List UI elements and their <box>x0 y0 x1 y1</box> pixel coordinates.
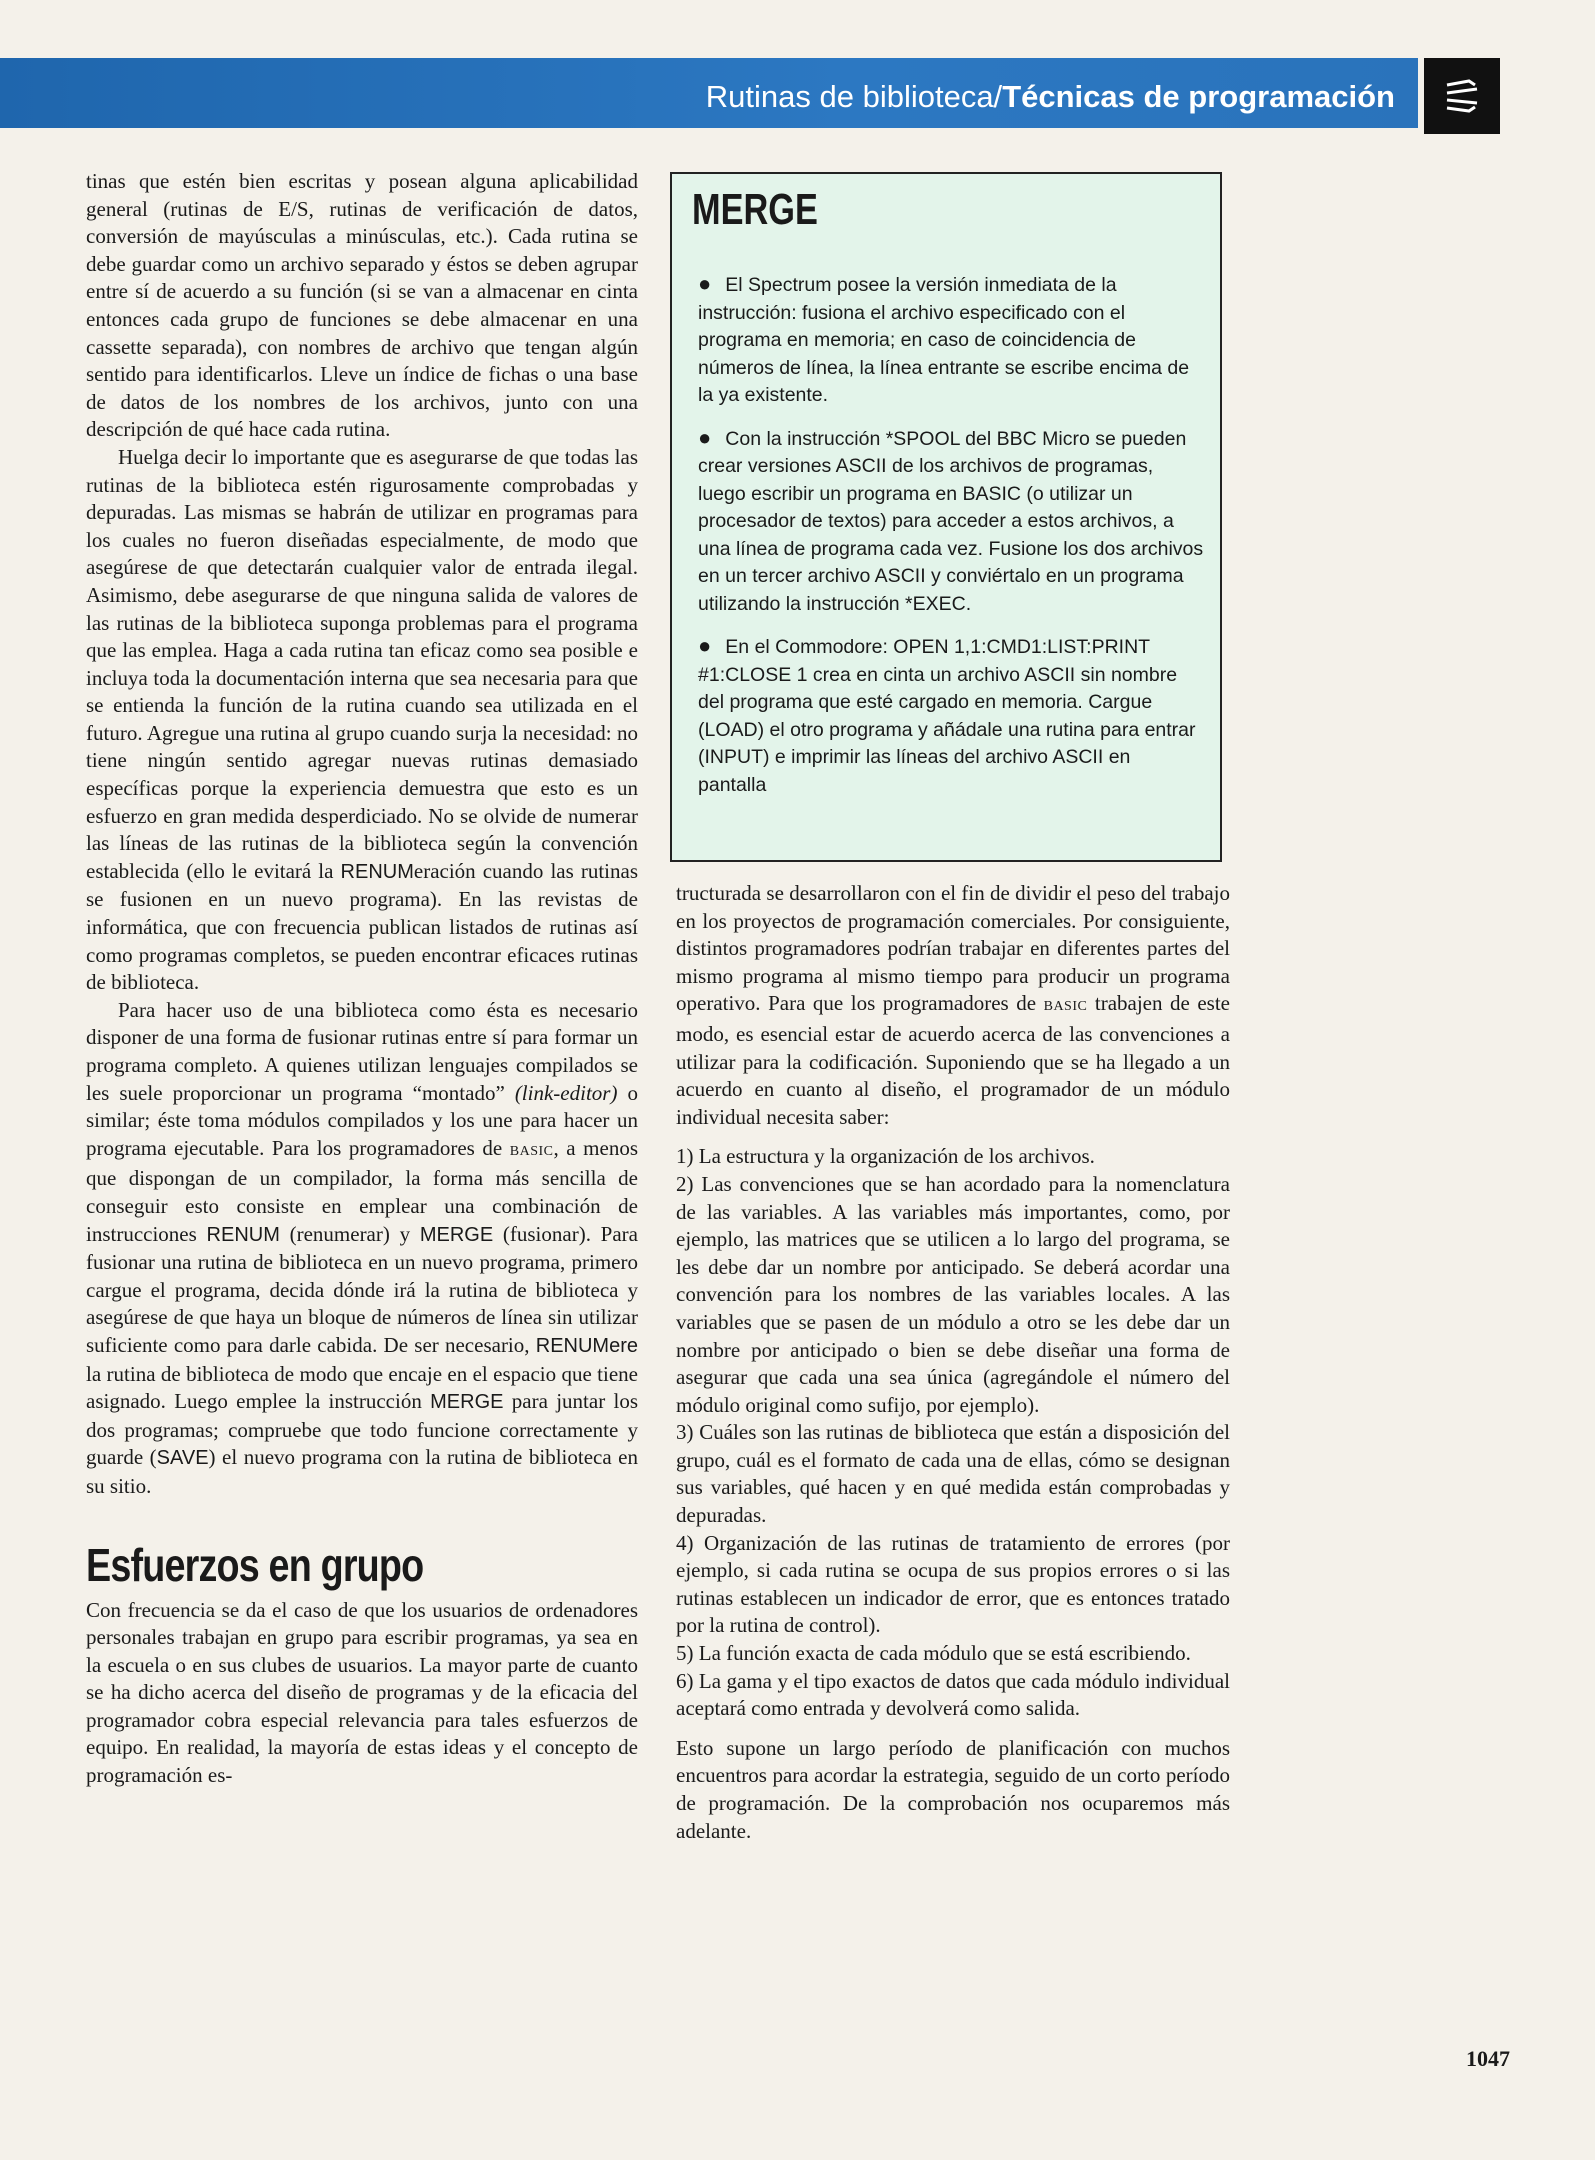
text-run: Para hacer uso de una biblioteca como ésta es necesario disponer de una forma de fusionar rutinas entre sí para formar un programa completo. A quienes utilizan lenguajes compilados se les suele proporcionar un programa “montado” <box>86 997 638 1105</box>
keyword: SAVE <box>156 1447 209 1470</box>
paragraph: Esto supone un largo período de planificación con muchos encuentros para acordar la estrategia, seguido de un corto período de programación. De la comprobación nos ocuparemos más adelante. <box>676 1735 1230 1843</box>
text-run: ) el nuevo programa con la rutina de biblioteca en su sitio. <box>86 1445 638 1498</box>
paragraph: Con frecuencia se da el caso de que los usuarios de ordenadores personales trabajan en grupo para escribir programas, ya sea en la escuela o en sus clubes de usuarios. La mayor parte de cuanto se ha dicho acerca del diseño de programas y de la eficacia del programador cobra especial relevancia para tales esfuerzos de equipo. En realidad, la mayoría de estas ideas y el concepto de programación es- <box>86 1597 638 1788</box>
box-item-text: Con la instrucción *SPOOL del BBC Micro se pueden crear versiones ASCII de los archivos de programas, luego escribir un programa en BASIC (o utilizar un procesador de textos) para acceder a estos archivos, a una línea de programa cada vez. Fusione los dos archivos en un tercer archivo ASCII y conviértalo en un programa utilizando la instrucción *EXEC. <box>698 427 1204 615</box>
paragraph <box>676 880 1230 1131</box>
text-run: (renumerar) y <box>279 1221 420 1246</box>
text-run: Huelga decir lo importante que es asegurarse de que todas las rutinas de la biblioteca estén rigurosamente comprobadas y depuradas. Las mismas se habrán de utilizar en programas para los cuales no fueron diseñadas especialmente, de modo que asegúrese de que detectarán cualquier valor de entrada ilegal. Asimismo, debe asegurarse de que ninguna salida de valores de las rutinas de la biblioteca suponga problemas para el programa que las emplea. Haga a cada rutina tan eficaz como sea posible e incluya toda la documentación interna que sea necesaria para que se entienda la función de la rutina cuando sea utilizada en el futuro. Agregue una rutina al grupo cuando surja la necesidad: no tiene ningún sentido agregar nuevas rutinas demasiado específicas porque la experiencia demuestra que esto es un esfuerzo en gran medida desperdiciado. No se olvide de numerar las líneas de las rutinas de la biblioteca según la convención establecida (ello le evitará la <box>86 444 638 883</box>
bullet-icon: ● <box>698 271 712 296</box>
running-header <box>706 72 1395 122</box>
text-run: , a menos que dispongan de un compilador, la forma más sencilla de conseguir esto consiste en emplear una combinación de instrucciones <box>86 1135 638 1246</box>
box-list-item <box>698 632 1204 799</box>
header-subject: Técnicas de programación <box>1002 79 1395 114</box>
box-item-text: En el Commodore: OPEN 1,1:CMD1:LIST:PRINT #1:CLOSE 1 crea en cinta un archivo ASCII sin nombre del programa que esté cargado en memoria. Cargue (LOAD) el otro programa y añádale una rutina para entrar (INPUT) e imprimir las líneas del archivo ASCII en pantalla <box>698 636 1196 796</box>
header-section: Rutinas de biblioteca/ <box>705 79 1003 114</box>
right-column <box>676 880 1230 1845</box>
list-item: 2) Las convenciones que se han acordado para la nomenclatura de las variables. A las variables más importantes, como, por ejemplo, las matrices que se utilicen a lo largo del programa, se les debe dar un nombre por anticipado. Se deberá acordar una convención para los nombres de las variables locales. A las variables que se pasen de un módulo a otro se les debe dar un nombre por anticipado o bien se debe diseñar una forma de asegurar que cada una sea única (agregándole el número del módulo original como sufijo, por ejemplo). <box>676 1171 1230 1417</box>
list-item: 6) La gama y el tipo exactos de datos que cada módulo individual aceptará como entrada y devolverá como salida. <box>676 1668 1230 1721</box>
text-run: para juntar los dos programas; compruebe que todo funcione correctamente y guarde ( <box>86 1389 638 1470</box>
list-item: 4) Organización de las rutinas de tratamiento de errores (por ejemplo, si cada rutina se ocupa de sus propios errores o si las rutinas establecen un indicador de error, que es entonces tratado por la rutina de control). <box>676 1530 1230 1638</box>
text-run: o similar; éste toma módulos compilados y los une para hacer un programa ejecutable. Para los programadores de <box>86 1080 638 1160</box>
keyword: BASIC <box>509 1143 554 1159</box>
bullet-icon: ● <box>698 424 712 450</box>
text-run: trabajen de este modo, es esencial estar de acuerdo acerca de las convenciones a utilizar para la codificación. Suponiendo que se ha llegado a un acuerdo en cuanto al diseño, el programador de un módulo individual necesita saber: <box>676 991 1231 1129</box>
list-item: 5) La función exacta de cada módulo que se está escribiendo. <box>676 1641 1191 1666</box>
paragraph <box>86 997 638 1501</box>
list-item: 3) Cuáles son las rutinas de biblioteca que están a disposición del grupo, cuál es el formato de cada una de ellas, cómo se designan sus variables, qué hacen y en qué medida están comprobadas y depuradas. <box>676 1420 1230 1528</box>
bullet-icon: ● <box>698 633 712 658</box>
keyword: RENUMere <box>535 1334 638 1357</box>
section-heading: Esfuerzos en grupo <box>86 1538 424 1591</box>
keyword: MERGE <box>430 1391 504 1414</box>
keyword: MERGE <box>419 1223 494 1246</box>
keyword: RENUM <box>206 1223 280 1246</box>
keyword: RENUM <box>340 860 414 883</box>
box-item-text: El Spectrum posee la versión inmediata de la instrucción: fusiona el archivo especificado con el programa en memoria; en caso de coincidencia de números de línea, la línea entrante se escribe encima de la ya existente. <box>698 274 1190 406</box>
box-title: MERGE <box>692 185 818 234</box>
paragraph: tinas que estén bien escritas y posean alguna aplicabilidad general (rutinas de E/S, rutinas de verificación de datos, conversión de mayúsculas a minúsculas, etc.). Cada rutina se debe guardar como un archivo separado y éstos se deben agrupar entre sí de acuerdo a su función (si se van a almacenar en cinta entonces cada grupo de funciones se debe almacenar en una cassette separada), con nombres de archivo que tengan algún sentido para identificarlos. Lleve un índice de fichas o una base de datos de los nombres de los archivos, junto con una descripción de qué hace cada rutina. <box>86 169 638 442</box>
box-list-item <box>698 424 1204 619</box>
list-item: 1) La estructura y la organización de los archivos. <box>676 1144 1095 1169</box>
text-run: tructurada se desarrollaron con el fin de dividir el peso del trabajo en los proyectos de programación comerciales. Por consiguiente, distintos programadores podrían trabajar en diferentes partes del mismo programa al mismo tiempo para producir un programa operativo. Para que los programadores de <box>676 881 1230 1016</box>
text-run: eración cuando las rutinas se fusionen en un nuevo programa). En las revistas de informática, que con frecuencia publican listados de rutinas así como programas completos, se pueden encontrar eficaces rutinas de biblioteca. <box>86 858 638 995</box>
series-logo-icon <box>1424 58 1500 134</box>
keyword: BASIC <box>1043 999 1088 1015</box>
page-number: 1047 <box>1466 2046 1510 2071</box>
left-column <box>86 168 638 1790</box>
paragraph <box>86 444 638 997</box>
box-list-item <box>698 270 1204 410</box>
italic-term: (link-editor) <box>514 1080 618 1105</box>
text-run: la rutina de biblioteca de modo que encaje en el espacio que tiene asignado. Luego emplee la instrucción <box>86 1361 638 1414</box>
text-run: (fusionar). Para fusionar una rutina de biblioteca en un nuevo programa, primero cargue el programa, decida dónde irá la rutina de biblioteca y asegúrese de que haya un bloque de números de línea sin utilizar suficiente como para darle cabida. De ser necesario, <box>86 1221 638 1357</box>
merge-sidebar-box <box>670 172 1222 862</box>
